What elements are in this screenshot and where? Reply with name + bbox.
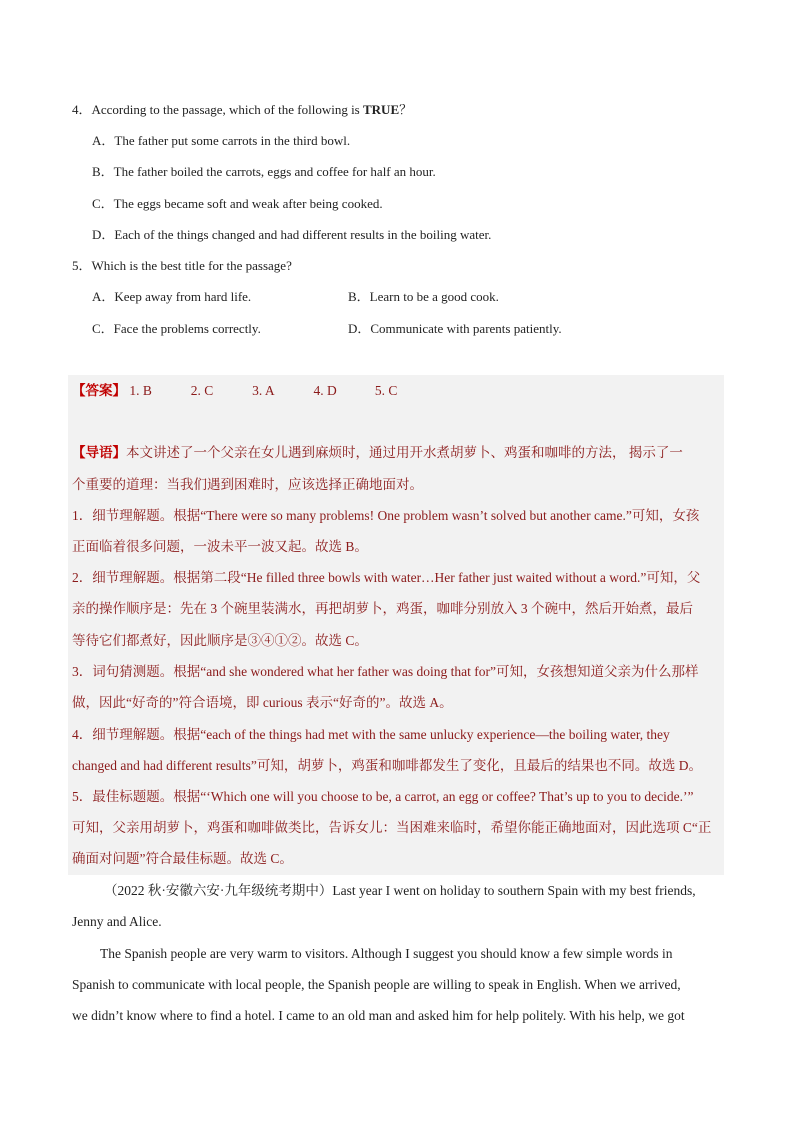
passage-line: （2022 秋·安徽六安·九年级统考期中）Last year I went on holiday to southern Spain with my best friends, [104,883,696,898]
explanation-line: 亲的操作顺序是：先在 3 个碗里装满水，再把胡萝卜，鸡蛋，咖啡分别放入 3 个碗中，然后开始煮，最后 [72,601,693,616]
answer-item: 2. C [190,383,214,398]
question-5-stem: 5．Which is the best title for the passage? [72,258,292,273]
explanation-line: 做，因此“好奇的”符合语境，即 curious 表示“好奇的”。故选 A。 [72,695,453,710]
explanation-line: 3．词句猜测题。根据“and she wondered what her father was doing that for”可知，女孩想知道父亲为什么那样 [72,664,699,679]
guide-line-2: 个重要的道理：当我们遇到困难时，应该选择正确地面对。 [72,477,423,492]
question-5-option-d: D．Communicate with parents patiently. [348,321,562,336]
question-4-option-d: D．Each of the things changed and had different results in the boiling water. [92,227,492,242]
explanation-line: 等待它们都煮好，因此顺序是③④①②。故选 C。 [72,633,368,648]
passage-line: Jenny and Alice. [72,914,162,929]
explanation-line: 5．最佳标题题。根据“‘Which one will you choose to be, a carrot, an egg or coffee? That’s up to you to decide.’” [72,789,694,804]
question-4-stem-text: 4．According to the passage, which of the following is [72,102,363,117]
answer-line [72,382,433,400]
question-4-stem-suffix: ？ [399,102,413,117]
passage-line: Spanish to communicate with local people, the Spanish people are willing to speak in English. When we arrived, [72,977,681,992]
answer-item: 5. C [374,383,398,398]
question-5-option-a: A．Keep away from hard life. [92,289,252,304]
answer-item: 4. D [313,383,337,398]
question-4-option-b: B．The father boiled the carrots, eggs and coffee for half an hour. [92,164,436,179]
passage-line: we didn’t know where to find a hotel. I came to an old man and asked him for help politely. With his help, we got [72,1008,685,1023]
question-5-option-c: C．Face the problems correctly. [92,321,261,336]
question-4-option-c: C．The eggs became soft and weak after being cooked. [92,196,383,211]
guide-label: 【导语】 [72,445,126,460]
explanation-line: 确面对问题”符合最佳标题。故选 C。 [72,851,293,866]
question-4-stem [72,102,412,118]
question-4-stem-bold: TRUE [363,102,400,117]
question-4-option-a: A．The father put some carrots in the third bowl. [92,133,351,148]
answer-item: 3. A [252,383,275,398]
explanation-line: 可知，父亲用胡萝卜，鸡蛋和咖啡做类比，告诉女儿：当困难来临时，希望你能正确地面对，因此选项 C“正 [72,820,712,835]
explanation-line: 1．细节理解题。根据“There were so many problems! One problem wasn’t solved but another came.”可知，女孩 [72,508,700,523]
explanation-line: changed and had different results”可知，胡萝卜，鸡蛋和咖啡都发生了变化，且最后的结果也不同。故选 D。 [72,758,703,773]
explanation-line: 正面临着很多问题，一波未平一波又起。故选 B。 [72,539,368,554]
question-5-option-b: B．Learn to be a good cook. [348,289,499,304]
answer-item: 1. B [129,383,152,398]
guide-line-1 [72,444,683,462]
guide-text-1: 本文讲述了一个父亲在女儿遇到麻烦时，通过用开水煮胡萝卜、鸡蛋和咖啡的方法， 揭示了一 [126,445,683,460]
passage-line: The Spanish people are very warm to visitors. Although I suggest you should know a few simple words in [100,946,673,961]
explanation-line: 2．细节理解题。根据第二段“He filled three bowls with water…Her father just waited without a word.”可知，父 [72,570,701,585]
explanation-line: 4．细节理解题。根据“each of the things had met with the same unlucky experience—the boiling water, they [72,727,670,742]
answer-label: 【答案】 [72,383,126,398]
